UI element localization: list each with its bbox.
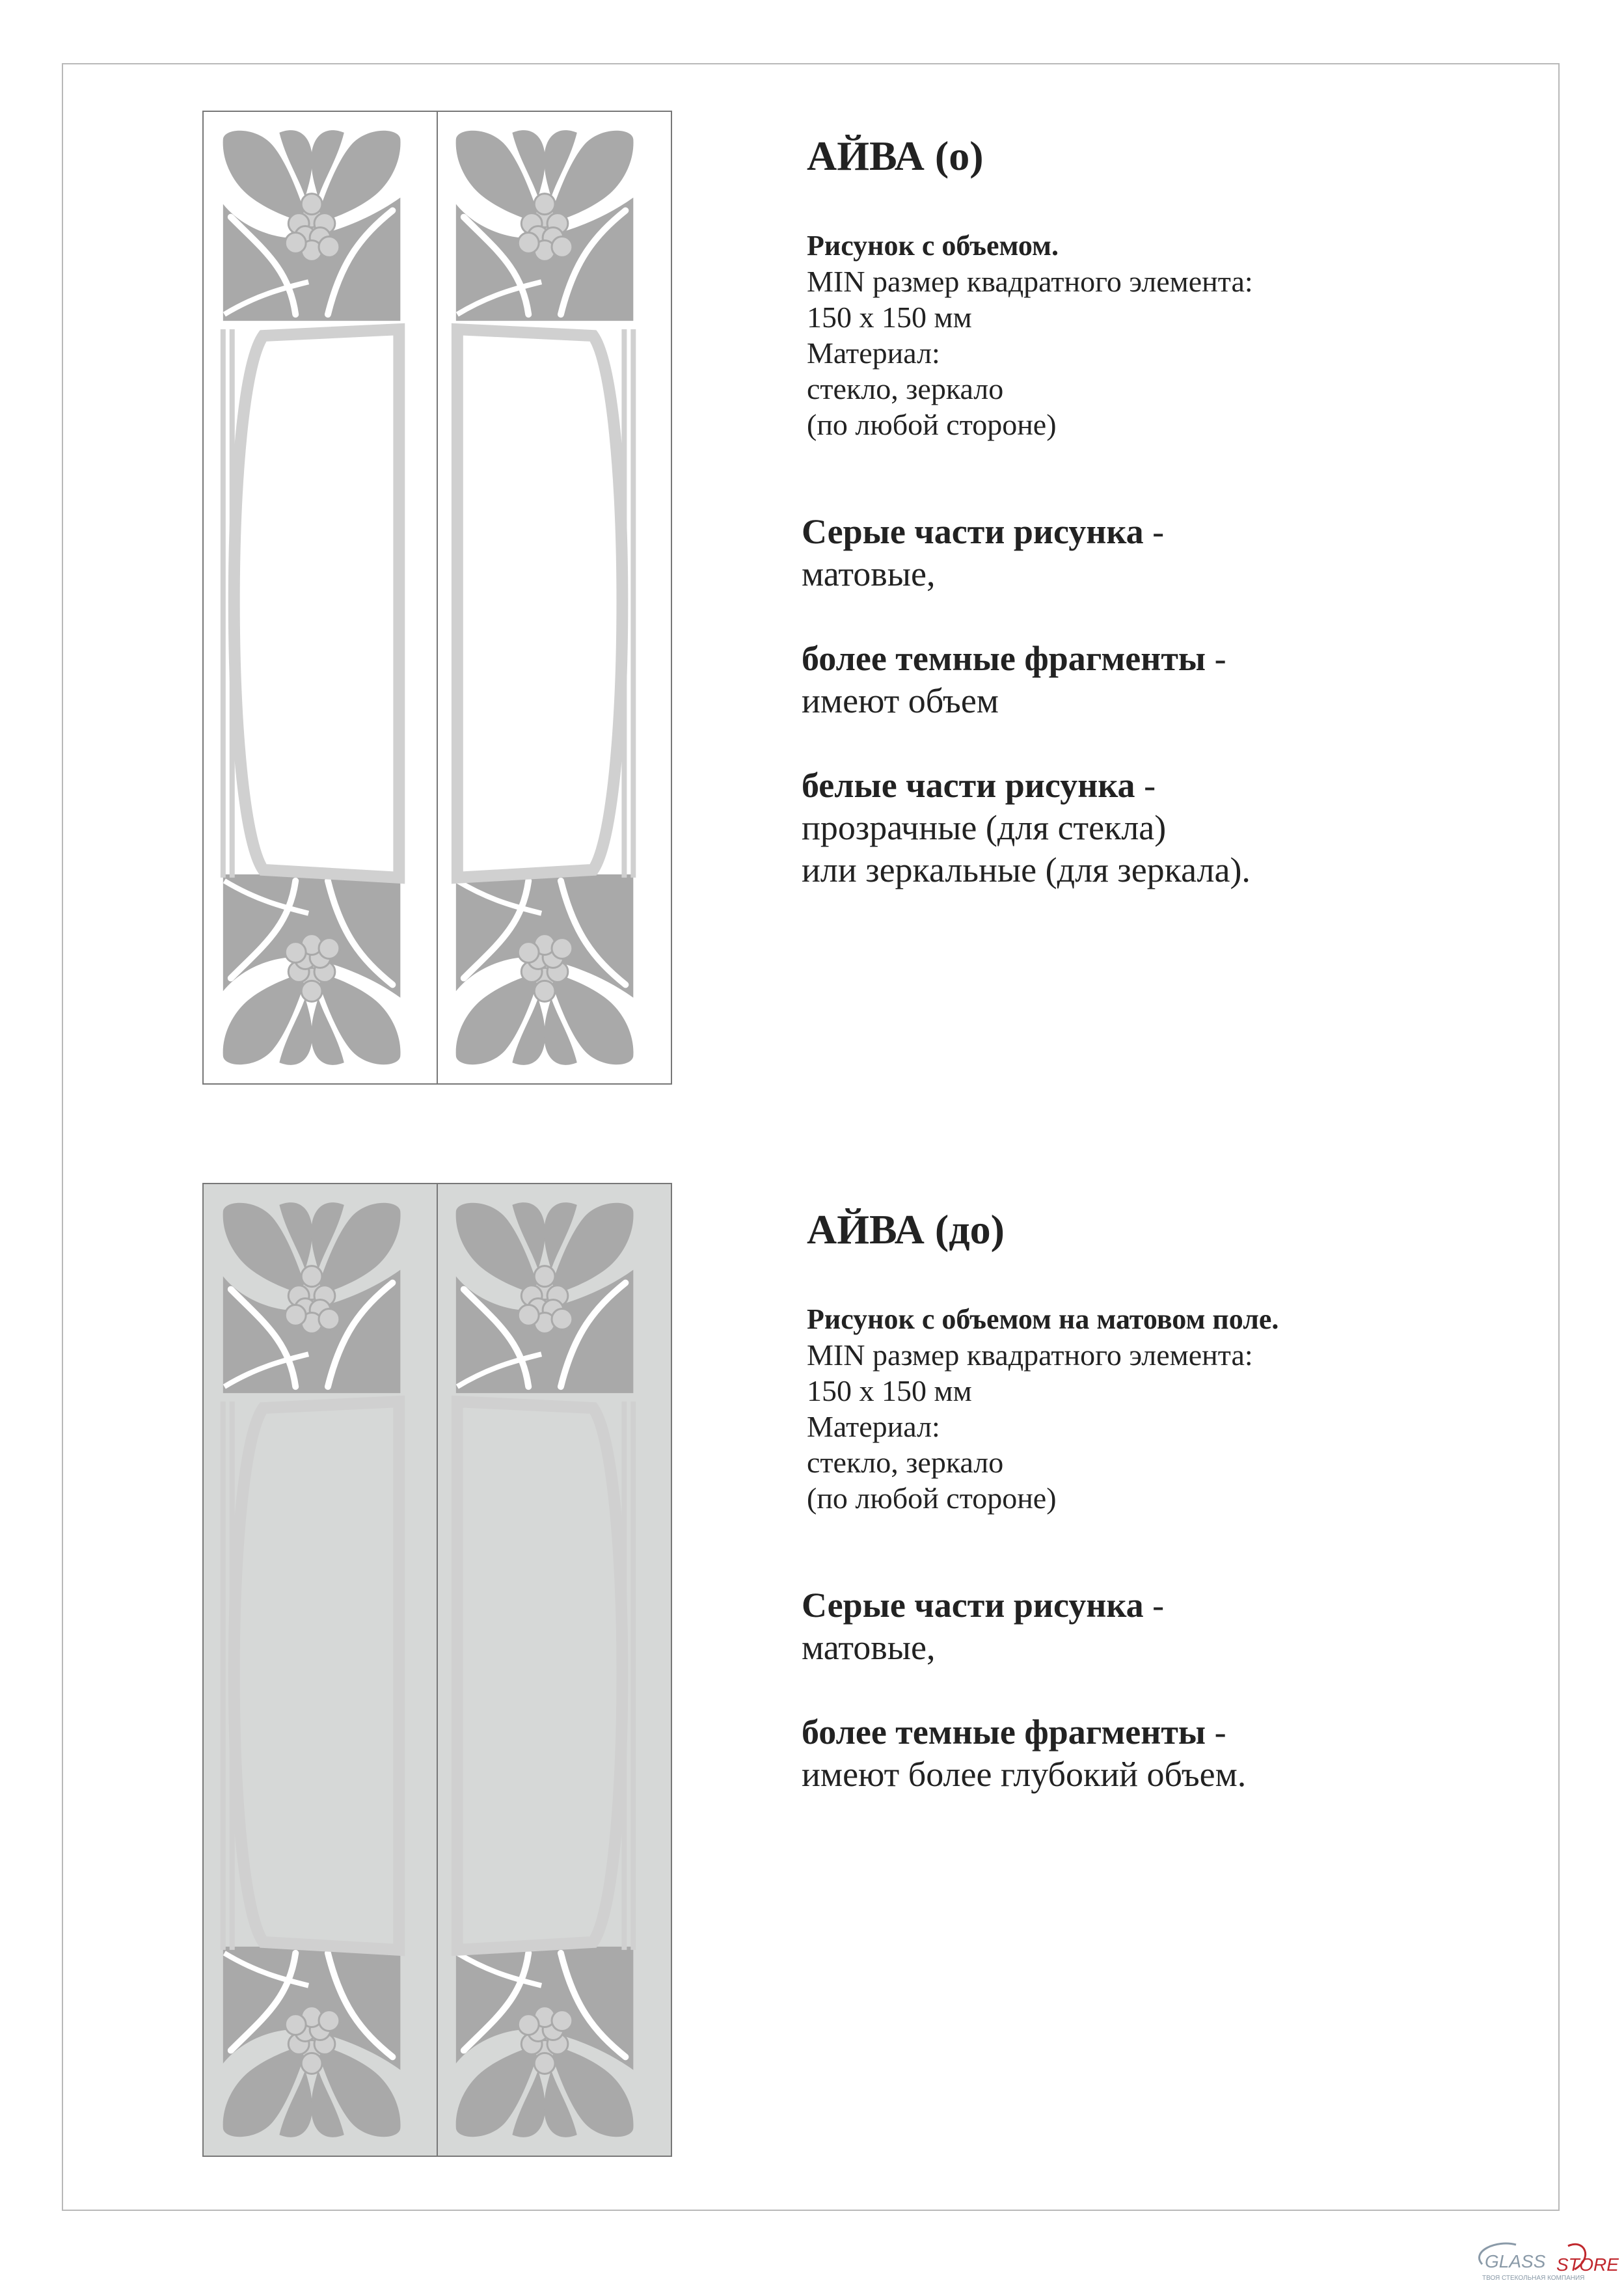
design-description-aiva-do: [802, 1206, 1522, 1796]
spec-line: Материал:: [807, 336, 940, 370]
note-dash: -: [1143, 512, 1165, 552]
note-text: или зеркальные (для зеркала).: [802, 850, 1251, 890]
design-title: АЙВА (о): [807, 133, 984, 179]
design-title: АЙВА (до): [807, 1206, 1005, 1252]
design-drawing-aiva-do: [202, 1183, 672, 2157]
note-text: прозрачные (для стекла): [802, 808, 1167, 848]
glass-store-logo: [1470, 2238, 1624, 2284]
note-label: белые части рисунка: [802, 766, 1135, 805]
note-dark-parts: [802, 638, 1522, 722]
spec-line: Материал:: [807, 1410, 940, 1444]
note-text: имеют объем: [802, 681, 999, 721]
spec-line: (по любой стороне): [807, 1482, 1057, 1515]
spec-line: стекло, зеркало: [807, 1446, 1004, 1480]
note-text: матовые,: [802, 554, 936, 594]
note-dash: -: [1135, 766, 1156, 805]
design-subtitle: Рисунок с объемом на матовом поле.: [807, 1303, 1279, 1336]
note-white-parts: [802, 765, 1522, 891]
note-dark-parts: [802, 1711, 1522, 1796]
logo-brand-b: STORE: [1556, 2254, 1619, 2275]
logo-tagline: ТВОЯ СТЕКОЛЬНАЯ КОМПАНИЯ: [1482, 2275, 1585, 2282]
note-dash: -: [1143, 1586, 1165, 1625]
note-label: более темные фрагменты: [802, 639, 1206, 679]
design-description-aiva-o: [802, 133, 1522, 891]
spec-line: стекло, зеркало: [807, 372, 1004, 406]
note-text: матовые,: [802, 1628, 936, 1668]
note-text: имеют более глубокий объем.: [802, 1755, 1247, 1794]
spec-line: (по любой стороне): [807, 408, 1057, 442]
note-gray-parts: [802, 511, 1522, 595]
note-dash: -: [1206, 1712, 1226, 1752]
note-label: Серые части рисунка: [802, 512, 1144, 552]
design-subtitle: Рисунок с объемом.: [807, 230, 1059, 262]
logo-brand-a: GLASS: [1485, 2251, 1546, 2271]
note-dash: -: [1206, 639, 1226, 679]
spec-line: MIN размер квадратного элемента:: [807, 265, 1253, 299]
spec-line: 150 х 150 мм: [807, 301, 972, 334]
note-label: Серые части рисунка: [802, 1586, 1144, 1625]
note-label: более темные фрагменты: [802, 1712, 1206, 1752]
design-drawing-aiva-o: [202, 111, 672, 1085]
spec-line: MIN размер квадратного элемента:: [807, 1338, 1253, 1372]
note-gray-parts: [802, 1584, 1522, 1669]
spec-line: 150 х 150 мм: [807, 1374, 972, 1408]
